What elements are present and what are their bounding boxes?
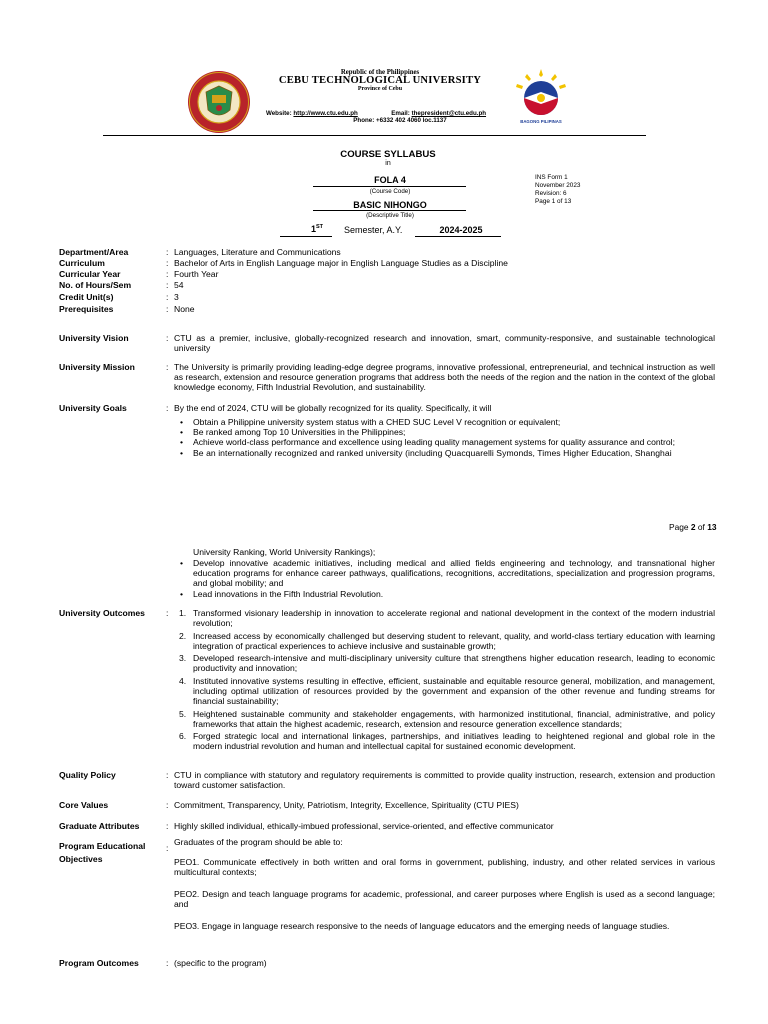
detail-value: 3 [174,292,179,302]
detail-label: Curricular Year [59,269,121,279]
program-outcomes-label: Program Outcomes [59,958,139,968]
detail-value: Fourth Year [174,269,219,279]
outcome-item: 2. Increased access by economically challenged but deserving student to relevant, quality, and world-class tertiary education with learning integration of practical experiences to achieve inclusive and sustainable growth; [179,630,715,651]
course-code-caption: (Course Code) [369,188,411,195]
detail-value: 54 [174,280,184,290]
goals-list-continued [174,558,715,599]
descriptive-title-underline [313,210,466,211]
bagong-pilipinas-caption: BAGONG PILIPINAS [520,119,562,124]
quality-policy-text: CTU in compliance with statutory and regulatory requirements is committed to provide quality instruction, research, extension and production toward customer satisfaction. [174,770,715,791]
detail-label: Credit Unit(s) [59,292,114,302]
outcome-item: 4. Instituted innovative systems resulting in effective, efficient, sustainable and equitable resource general, mobilization, and management, including optimal utilization of resources provided by the government and expansion of the other revenue and funding streams for financial sustainability; [179,675,715,707]
outcomes-label: University Outcomes [59,608,145,618]
university-name: CEBU TECHNOLOGICAL UNIVERSITY [278,75,482,86]
peo-item: PEO3. Engage in language research responsive to the needs of language educators and the emerging needs of language studies. [174,921,670,931]
program-outcomes-text: (specific to the program) [174,958,267,968]
mission-label: University Mission [59,362,135,372]
in-word: in [385,160,391,167]
detail-value: Languages, Literature and Communications [174,247,341,257]
website-label: Website: [266,110,292,117]
bagong-pilipinas-logo [511,68,571,124]
detail-label: No. of Hours/Sem [59,280,132,290]
detail-value: Bachelor of Arts in English Language major in English Language Studies as a Discipline [174,258,508,268]
syllabus-title: COURSE SYLLABUS [340,149,436,160]
form-revision: Revision: 6 [535,190,567,197]
form-page: Page 1 of 13 [535,198,572,205]
course-code-underline [313,186,466,187]
goals-list [174,417,715,458]
detail-label: Prerequisites [59,304,114,314]
quality-policy-label: Quality Policy [59,770,116,780]
peo-item: PEO1. Communicate effectively in both written and oral forms in government, publishing, industry, and other related services in various multicultural contexts; [174,857,715,878]
outcome-item: 1. Transformed visionary leadership in innovation to accelerate regional and national development in the context of the modern industrial revolution; [179,608,715,629]
graduate-attributes-label: Graduate Attributes [59,821,140,831]
detail-label: Department/Area [59,247,129,257]
website-link[interactable]: http://www.ctu.edu.ph [293,110,358,117]
form-date: November 2023 [535,182,581,189]
course-code: FOLA 4 [374,175,406,185]
semester-label: Semester, A.Y. [344,225,403,235]
mission-text: The University is primarily providing leading-edge degree programs, innovative professional, entrepreneurial, and technical instruction as well as research, extension and resource generation programs that address both the needs of the region and the nation in the context of the global knowledge economy, Fifth Industrial Revolution, and sustainability. [174,362,715,393]
outcomes-list [179,608,715,754]
goal-item: • Be ranked among Top 10 Universities in the Philippines; [174,427,715,437]
peo-item: PEO2. Design and teach language programs for academic, professional, and career purposes where English is used as a second language; and [174,889,715,910]
university-seal-logo [187,70,251,134]
republic-line: Republic of the Philippines [340,69,420,76]
outcome-item: 6. Forged strategic local and international linkages, partnerships, and initiatives leading to heightened regional and global role in the modern industrial revolution and human and intellectual capital for sustained economic development. [179,731,715,752]
core-values-label: Core Values [59,800,109,810]
goal-item: • Achieve world-class performance and excellence using leading quality management systems for quality assurance and control; [174,437,715,447]
peo-intro: Graduates of the program should be able to: [174,837,343,847]
goal-item: • Lead innovations in the Fifth Industrial Revolution. [174,589,715,599]
academic-year: 2024-2025 [439,225,483,235]
province-line: Province of Cebu [357,86,403,92]
email-link[interactable]: thepresident@ctu.edu.ph [411,110,487,117]
phone-line: Phone: +6332 402 4060 loc.1137 [353,117,447,124]
goals-continuation: University Ranking, World University Rankings); [193,547,376,557]
vision-text: CTU as a premier, inclusive, globally-recognized research and innovation, smart, community-responsive, and sustainable technological university [174,333,715,354]
descriptive-title: BASIC NIHONGO [353,200,427,210]
graduate-attributes-text: Highly skilled individual, ethically-imbued professional, service-oriented, and effective communicator [174,821,554,831]
goal-item: • Develop innovative academic initiatives, including medical and allied fields engineering and technology, and transnational higher education programs for enhance career pathways, qualifications, recognitions, accreditations, specialization and progression programs, and global mobility; and [174,558,715,589]
descriptive-title-caption: (Descriptive Title) [366,212,414,219]
goal-item: • Be an internationally recognized and ranked university (including Quacquarelli Symonds, Times Higher Education, Shanghai [174,448,715,458]
form-info [535,174,580,206]
header-rule [103,135,646,136]
detail-value: None [174,304,195,314]
goal-item: • Obtain a Philippine university system status with a CHED SUC Level V recognition or equivalent; [174,417,715,427]
outcome-item: 5. Heightened sustainable community and stakeholder engagements, with harmonized institutional, financial, administrative, and policy frameworks that attain the highest academic, research, extension and resource generation excellence standards; [179,708,715,729]
academic-year-underline [415,236,501,237]
vision-label: University Vision [59,333,129,343]
peo-label: Program Educational Objectives [59,841,146,864]
contact-line [266,110,526,117]
email-label: Email: [391,110,410,117]
form-number: INS Form 1 [535,174,568,181]
semester-number: 1ST [311,224,324,234]
semester-underline [280,236,332,237]
page-number: Page 2 of 13 [669,522,717,532]
goals-label: University Goals [59,403,127,413]
core-values-text: Commitment, Transparency, Unity, Patriotism, Integrity, Excellence, Spirituality (CTU PIES) [174,800,519,810]
detail-label: Curriculum [59,258,105,268]
outcome-item: 3. Developed research-intensive and multi-disciplinary university culture that strengthens higher education research, leading to economic productivity and innovation; [179,653,715,674]
goals-intro: By the end of 2024, CTU will be globally recognized for its quality. Specifically, it will [174,403,492,413]
